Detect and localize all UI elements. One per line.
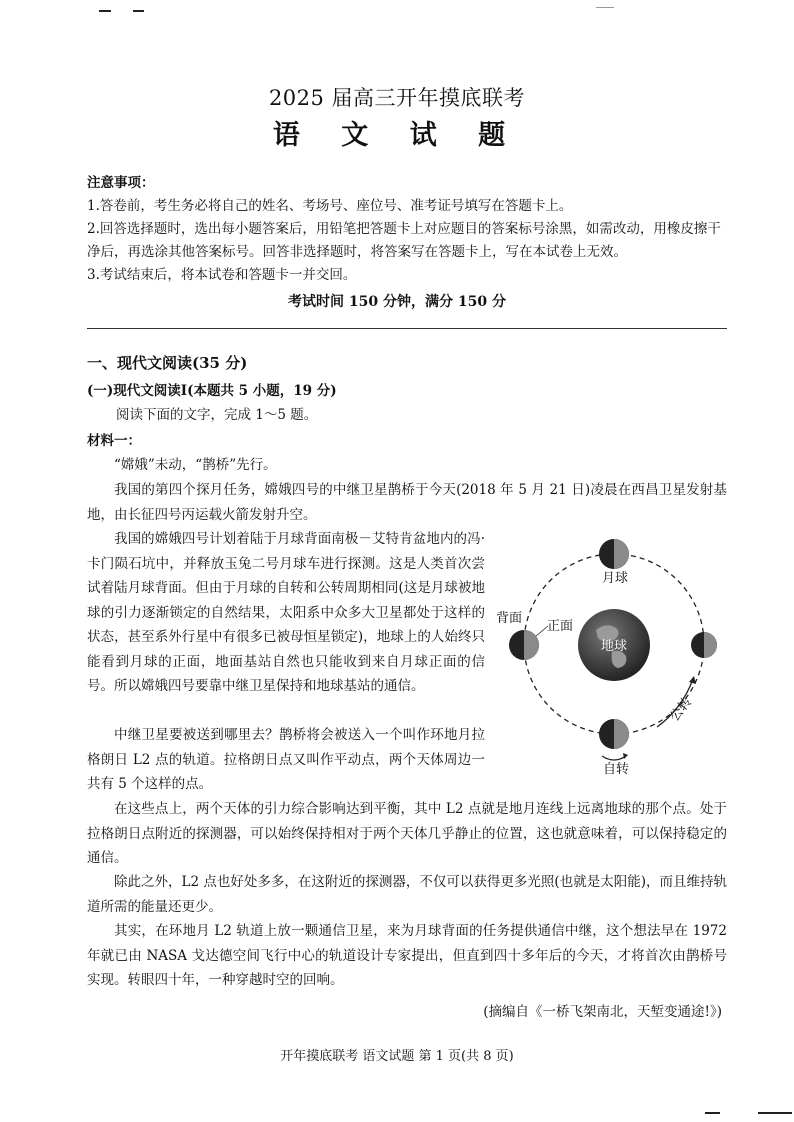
rotation-arrowhead bbox=[623, 753, 628, 759]
scan-mark bbox=[133, 10, 144, 12]
paragraph: 中继卫星要被送到哪里去？鹊桥将会被送入一个叫作环地月拉格朗日 L2 点的轨道。拉格朗日点又叫作平动点，两个天体周边一共有 5 个这样的点。 bbox=[87, 727, 485, 792]
page-footer: 开年摸底联考 语文试题 第 1 页(共 8 页) bbox=[280, 1049, 514, 1064]
moon-label: 月球 bbox=[602, 571, 629, 586]
notes-block bbox=[87, 172, 727, 287]
moon-bottom bbox=[599, 719, 629, 749]
note-item: 3.考试结束后，将本试卷和答题卡一并交回。 bbox=[87, 267, 357, 283]
notes-heading: 注意事项： bbox=[87, 175, 155, 191]
subsection-heading: (一)现代文阅读Ⅰ(本题共 5 小题，19 分) bbox=[87, 383, 337, 399]
scan-mark bbox=[758, 1112, 792, 1114]
revolution-arrowhead bbox=[689, 676, 696, 684]
note-item: 2.回答选择题时，选出每小题答案后，用铅笔把答题卡上对应题目的答案标号涂黑，如需改动，用橡皮擦干净后，再选涂其他答案标号。回答非选择题时，将答案写在答题卡上，写在本试卷上无效。 bbox=[87, 221, 721, 260]
scan-mark bbox=[596, 7, 614, 8]
earth-label: 地球 bbox=[600, 639, 628, 654]
section-heading: 一、现代文阅读(35 分) bbox=[87, 354, 248, 372]
divider bbox=[87, 328, 727, 329]
moon-top bbox=[599, 539, 629, 569]
scan-mark bbox=[99, 10, 111, 12]
material-label: 材料一： bbox=[87, 433, 141, 449]
paragraph: 我国的第四个探月任务，嫦娥四号的中继卫星鹊桥于今天(2018 年 5 月 21 日)凌晨在西昌卫星发射基地，由长征四号丙运载火箭发射升空。 bbox=[87, 482, 727, 523]
note-item: 1.答卷前，考生务必将自己的姓名、考场号、座位号、准考证号填写在答题卡上。 bbox=[87, 198, 573, 214]
rotation-arrow bbox=[602, 756, 626, 760]
exam-subtitle: 2025 届高三开年摸底联考 bbox=[268, 86, 526, 110]
instruction: 阅读下面的文字，完成 1～5 题。 bbox=[116, 407, 318, 423]
paragraph: 在这些点上，两个天体的引力综合影响达到平衡，其中 L2 点就是地月连线上远离地球的那个点。处于拉格朗日点附近的探测器，可以始终保持相对于两个天体几乎静止的位置，这也就意味着，可以保持稳定的通信。 bbox=[87, 801, 727, 866]
paragraph: 我国的嫦娥四号计划着陆于月球背面南极－艾特肯盆地内的冯·卡门陨石坑中，并释放玉兔二号月球车进行探测。这是人类首次尝试着陆月球背面。但由于月球的自转和公转周期相同(这是月球被地球的引力逐渐锁定的自然结果，太阳系中众多大卫星都处于这样的状态，甚至系外行星中有很多已被母恒星锁定)，地球上的人始终只能看到月球的正面，地面基站自然也只能收到来自月球正面的信号。所以嫦娥四号要靠中继卫星保持和地球基站的通信。 bbox=[87, 531, 485, 694]
revolution-label: 公转 bbox=[667, 694, 696, 725]
exam-time: 考试时间 150 分钟，满分 150 分 bbox=[288, 294, 506, 310]
earth-moon-orbit-diagram bbox=[492, 522, 717, 782]
scan-mark bbox=[705, 1112, 720, 1114]
exam-title: 语 文 试 题 bbox=[272, 120, 522, 151]
paragraph: “嫦娥”未动，“鹊桥”先行。 bbox=[114, 457, 277, 473]
paragraph: 其实，在环地月 L2 轨道上放一颗通信卫星，来为月球背面的任务提供通信中继，这个想法早在 1972 年就已由 NASA 戈达德空间飞行中心的轨道设计专家提出，但直到四十多年后的今天，才将首次由鹊桥号实现。转眼四十年，一种穿越时空的回响。 bbox=[87, 923, 727, 988]
paragraph: 除此之外，L2 点也好处多多，在这附近的探测器，不仅可以获得更多光照(也就是太阳能)，而且维持轨道所需的能量还更少。 bbox=[87, 874, 727, 915]
back-label: 背面 bbox=[496, 611, 523, 626]
source-citation: (摘编自《一桥飞架南北，天堑变通途!》) bbox=[483, 1004, 722, 1020]
rotation-label: 自转 bbox=[603, 762, 630, 777]
moon-left bbox=[509, 630, 539, 660]
moon-right bbox=[691, 632, 717, 658]
front-label: 正面 bbox=[547, 619, 574, 634]
